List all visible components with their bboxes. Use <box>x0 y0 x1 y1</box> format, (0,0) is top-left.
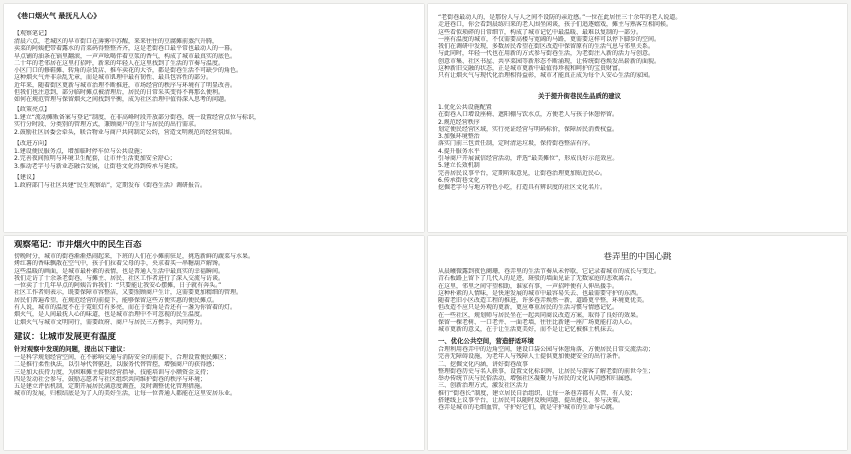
text-line: 6.传承街巷文化 <box>438 176 480 184</box>
text-line: 社区工作者则表示，既要保障市容整洁，又要照顾商户生计，这需要更加精细的管理。 <box>14 289 243 297</box>
section-heading: 观察笔记：市井烟火中的民生百态 <box>14 240 142 250</box>
text-line: 创意市集、社区书屋、共享菜园等新形态不断涌现，让传统街巷焕发出崭新的面貌。 <box>438 57 661 65</box>
intro-paragraph <box>438 14 837 80</box>
text-line: 举办传统节庆与民俗活动，增强社区凝聚力与居民的文化认同感和归属感。 <box>438 375 637 383</box>
subheading: 针对观察中发现的问题，提出以下建议： <box>14 345 130 353</box>
tag-improve: 【改进方向】 <box>14 140 51 147</box>
doc-title: 《巷口烟火气 最抚凡人心》 <box>14 12 101 20</box>
text-line: 2.鼓励社区居委会牵头，联合物业与商户共同制定公约，营造文明规范的经营氛围。 <box>14 128 236 136</box>
text-line: 只有让烟火气与现代化治理相得益彰，城市才能真正成为每个人安心生活的家园。 <box>438 72 655 80</box>
text-line: 早点铺的油条在锅里翻滚，一声声吆喝伴着豆浆的香气，构成了城市最真实的底色。 <box>14 52 237 60</box>
subheading: 一、优化公共空间，营造舒适环境 <box>438 337 534 345</box>
page-top-right <box>428 4 847 232</box>
text-line: 巷弄是城市的毛细血管，守护好它们，就是守护城市的生命与心跳。 <box>438 404 619 412</box>
section-heading: 建议：让城市发展更有温度 <box>14 332 117 342</box>
text-line: 我们走访了十余条老街巷，与摊主、居民、社区工作者进行了深入交流与访谈。 <box>14 274 225 282</box>
text-line: 1.政府部门与社区共建“民生观察站”，定期发布《街巷生活》调研报告。 <box>14 182 206 189</box>
page-bottom-left <box>4 236 424 450</box>
observation-paragraph <box>14 38 414 104</box>
text-line: 这种烟火气并非杂乱无章，而是城市肌理中最有韧性、最具包容性的部分。 <box>14 74 213 82</box>
tag-observation: 【观察笔记】 <box>14 30 51 37</box>
suggestion-body <box>14 354 414 398</box>
text-line: 在街巷入口增设座椅、遮阳棚与饮水点，方便老人与孩子休憩停留。 <box>438 111 619 119</box>
text-line: 5.建立长效机制 <box>438 162 480 170</box>
text-line: 2.完善夜间照明与环境卫生配套，让市井生活更加安全舒心； <box>14 155 176 163</box>
text-line: 随着老旧小区改造工程的推进，许多巷弄焕然一新，道路更平整，环境更优美。 <box>438 297 649 305</box>
text-line: 落实门前三包责任制，定时清运垃圾，保持街巷整洁有序。 <box>438 140 595 148</box>
text-line: 搭建线上议事平台，让居民可以随时反映问题、提出建议、参与决策。 <box>438 397 625 405</box>
text-line: 推行“街巷长”制度，建立居民自治组织，让每一条巷弄都有人管、有人爱； <box>438 389 637 397</box>
text-line: 清晨六点，老城区的早市街口在薄雾中苏醒，来来往往的豆腐摊前蒸汽升腾， <box>14 38 219 45</box>
text-line: 二、挖掘文化内涵，讲好街巷故事 <box>438 360 529 368</box>
article-title: 巷弄里的中国心跳 <box>603 252 672 262</box>
text-line: 2.规范经营秩序 <box>438 118 480 126</box>
text-line: 烟火气，是人间最抚人心的味道，也是城市治理中不可忽视的民生温度。 <box>14 311 207 319</box>
text-line: 合理利用巷弄中的边角空间，建设口袋公园与休憩角落，方便居民日常交流活动； <box>438 346 655 353</box>
text-line: 四是发动社会参与，鼓励志愿者与社区组织共同维护街巷的秩序与环境； <box>14 375 207 383</box>
text-line: 1.优化公共设施配置 <box>438 104 492 111</box>
text-line: 小区门口的修鞋摊、转角的杂货店、推车卖花的大爷，都是街巷生活不可缺少的角色。 <box>14 67 243 75</box>
text-line: 与此同时，年轻一代也在用新的方式参与街巷生活，为老街注入新的活力与创意。 <box>438 50 655 58</box>
text-line: 二十年的老邻居在这里打招呼，新来的年轻人在这里找到了生活的节奏与温度。 <box>14 59 225 67</box>
text-line: 这种新旧交融的状态，正是城市更新中最值得珍视和呵护的宝贵财富。 <box>438 65 625 73</box>
page-bottom-right <box>428 236 847 450</box>
text-line: 但改造不应只是外观的更新，更应尊重居民的生活习惯与情感记忆。 <box>438 304 619 312</box>
text-line: 让烟火气与城市文明同行，需要政府、商户与居民三方携手，共同努力。 <box>14 318 207 326</box>
text-line: 有人说，城市的温度不在于霓虹灯有多亮，而在于街角是否还有一盏为你留着的灯。 <box>14 304 237 312</box>
text-line: 二是推行柔性执法，以引导代替驱赶，以服务代替管控，增强商户的获得感； <box>14 361 219 369</box>
text-line: 3.加强环境整治 <box>438 133 480 141</box>
improve-list <box>14 148 414 170</box>
text-line: 4.提升服务水平 <box>438 147 480 155</box>
text-line: 卖菜的阿姨把带着露水的青菜码得整整齐齐，这是老街巷口最平常也最动人的一幕。 <box>14 45 237 53</box>
suggestions-heading: 关于提升街巷民生品质的建议 <box>538 92 622 100</box>
text-line: 三是加大扶持力度，为困难摊主提供经营指导、技能培训与小额资金支持； <box>14 368 213 376</box>
text-line: 在这里，邻里之间守望相助，谁家有事，一声招呼便有人伸出援手。 <box>438 282 619 290</box>
text-line: 一是科学规划经营空间，在不影响交通与消防安全的前提下，合理设置便民摊区； <box>14 354 231 361</box>
text-line: 这些温暖的画面，是城市最朴素的表情，也是普通人生活中最真实的幸福瞬间。 <box>14 267 225 275</box>
text-line: 我们在调研中发现，多数居民希望在街区改造中保留原有的生活气息与邻里关系。 <box>438 43 655 51</box>
text-line: 一位卖了十几年早点的阿姨告诉我们：“只要能让我安心摆摊，日子就有奔头。” <box>14 282 222 290</box>
text-line: 这种朴素的人情味，是快速发展的城市中最容易失去、也最需要守护的东西。 <box>438 289 643 297</box>
text-line: 青石板路上留下了几代人的足迹，斑驳的墙面见证了无数家庭的悲欢离合。 <box>438 275 637 283</box>
suggestions-list <box>438 104 837 192</box>
policy-list <box>14 114 414 136</box>
text-line: 完善居民议事平台，定期听取意见，让街巷治理更加贴近民心。 <box>438 169 607 177</box>
text-line: 如何在规范管理与保留烟火之间找到平衡，成为社区治理中值得深入思考的问题。 <box>14 96 231 104</box>
article-body <box>438 268 837 334</box>
text-line: 从晨曦微露到夜色阑珊，巷弄里的生活节奏从未停歇，它记录着城市的成长与变迁。 <box>438 268 661 275</box>
page-top-left <box>4 4 424 232</box>
text-line: 烤红薯的香味飘散在空气中，孩子们拉着父母的手，央求着买一串糖葫芦解馋。 <box>14 260 225 268</box>
text-line: 保留一棵老树、一口老井、一面老墙，往往比新建一座广场更能打动人心。 <box>438 319 637 327</box>
text-line: 城市更新的意义，在于让生活更美好，而不是让记忆被推土机抹去。 <box>438 326 619 334</box>
text-line: 但我们也注意到，部分临时摊点被清理后，居民的日常采买变得不再那么便利。 <box>14 89 225 97</box>
tag-suggest: 【建议】 <box>14 174 39 181</box>
text-line: “老街巷最动人的，是那份人与人之间不设防的亲近感。”一位在此居住三十余年的老人说道。 <box>438 14 682 21</box>
text-line: 引导商户开展诚信经营活动，评选“最美摊位”，形成良好示范效应。 <box>438 155 619 163</box>
tag-policy: 【政策亮点】 <box>14 106 51 113</box>
text-line: 近年来，随着街区更新与城市治理不断推进，市场经营的秩序与环境有了明显改善。 <box>14 81 237 89</box>
suggest-list <box>14 182 414 189</box>
article-suggestions <box>438 346 837 412</box>
text-line: 一座有温度的城市，不仅需要高楼与宽阔的马路，更需要这样可以停下脚步的空间。 <box>438 35 661 43</box>
text-line: 整理街巷历史与名人轶事，设置文化标识牌，让居民与游客了解老街的前世今生； <box>438 367 655 375</box>
text-line: 走进巷口，你会看到晨练归来的老人围坐闲谈，孩子们追逐嬉戏，摊主与熟客互相问候。 <box>438 21 673 29</box>
text-line: 这些看似琐碎的日常细节，构成了城市记忆中最温暖、最难以复制的一部分。 <box>438 28 643 36</box>
text-line: 傍晚时分，城市的街巷渐渐热闹起来，下班的人们在小摊前驻足，挑选新鲜的蔬菜与水果。 <box>14 253 255 260</box>
text-line: 居民们普遍希望，在规范经营的前提下，能够保留这些方便实惠的便民摊点。 <box>14 296 219 304</box>
text-line: 城市的发展，归根结底是为了人的美好生活，让每一位普通人都能在这里安居乐业。 <box>14 390 237 398</box>
text-line: 划定便民经营区域，实行亮证经营与明码标价，保障居民消费权益。 <box>438 125 619 133</box>
text-line: 1.建立“流动摊贩备案与登记”制度，在非高峰时段开放部分街巷，统一设置经营点位与标识， <box>14 114 260 121</box>
text-line: 实行分时段、分类别的管理方式，兼顾商户的生计与居民的出行需求。 <box>14 121 201 129</box>
observation-body <box>14 253 414 326</box>
text-line: 挖掘老字号与地方特色小吃，打造具有辨识度的社区文化名片。 <box>438 184 607 192</box>
text-line: 1.建设便民服务点，增加临时停车位与公共设施； <box>14 148 146 155</box>
text-line: 五是建立评估机制，定期开展居民满意度调查，及时调整优化管理措施。 <box>14 383 207 391</box>
text-line: 3.推动老字号与新业态融合发展，让街巷文化得到传承与延续。 <box>14 162 182 170</box>
text-line: 完善无障碍设施，为老年人与残障人士提供更加便捷安全的出行条件。 <box>438 353 625 361</box>
text-line: 在一些社区，规划师与居民坐在一起共同商议改造方案，取得了良好的效果。 <box>438 311 643 319</box>
text-line: 三、创新治理方式，激发社区活力 <box>438 382 529 390</box>
